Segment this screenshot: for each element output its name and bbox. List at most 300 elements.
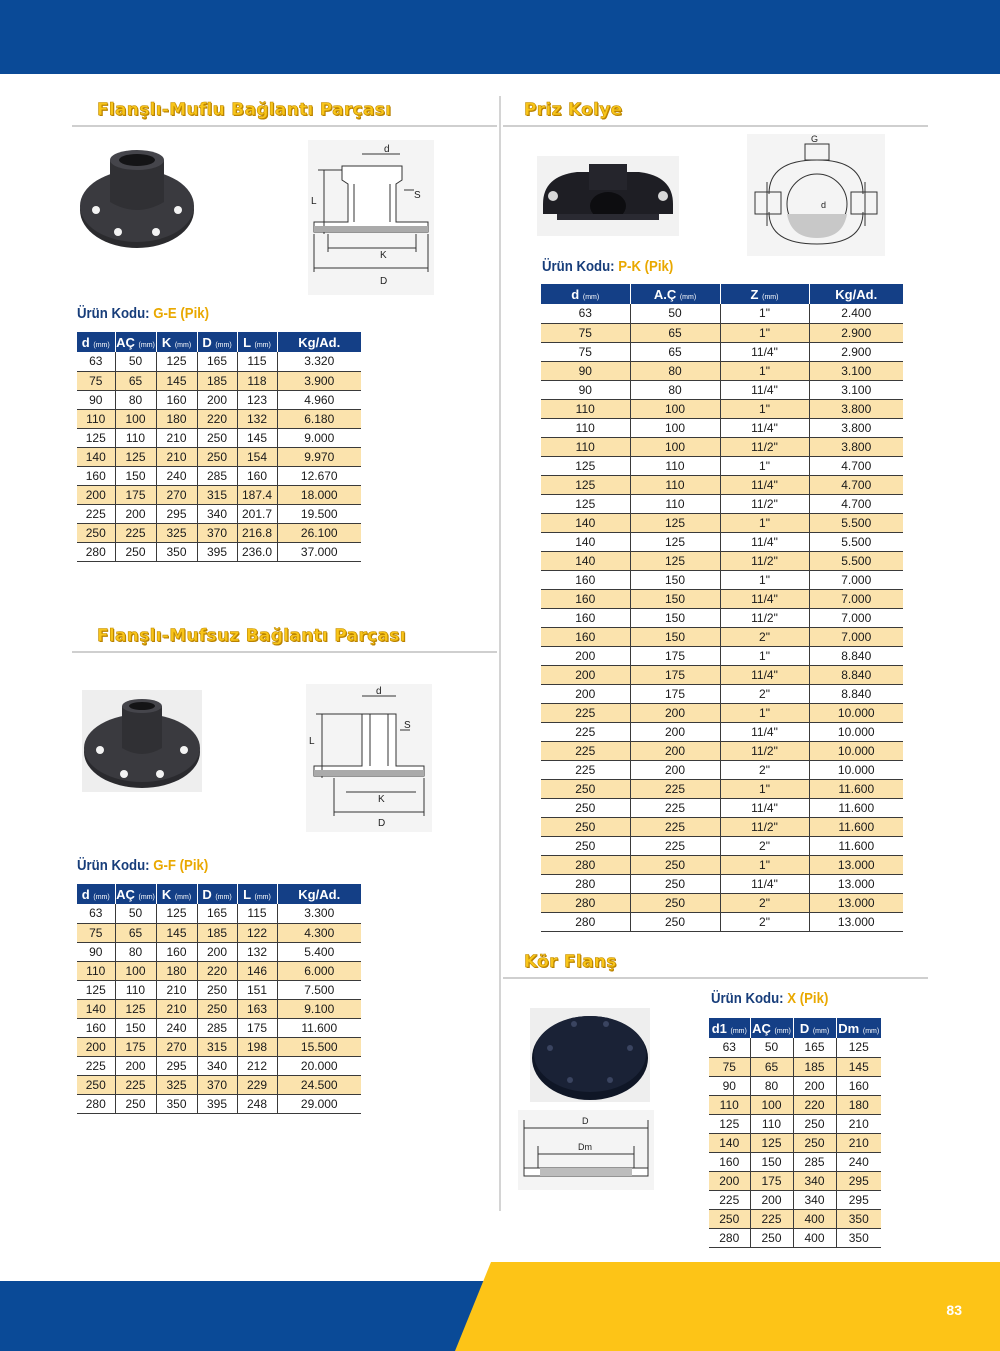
table-cell: 75 bbox=[77, 371, 115, 390]
table-cell: 3.900 bbox=[277, 371, 361, 390]
product-code-label: Ürün Kodu: bbox=[77, 305, 150, 322]
table-cell: 37.000 bbox=[277, 542, 361, 561]
table-cell: 225 bbox=[541, 722, 630, 741]
table-cell: 3.800 bbox=[809, 437, 903, 456]
table-row bbox=[541, 456, 903, 475]
column-header-label: Kg/Ad. bbox=[298, 334, 341, 350]
table-cell: 201.7 bbox=[237, 504, 277, 523]
table-row bbox=[77, 1056, 361, 1075]
section-title-flange-plain: Flanşlı-Mufsuz Bağlantı Parçası bbox=[97, 626, 406, 646]
table-cell: 63 bbox=[541, 304, 630, 323]
column-header bbox=[77, 884, 115, 904]
table-cell: 10.000 bbox=[809, 703, 903, 722]
table-cell: 3.100 bbox=[809, 380, 903, 399]
flange-plain-drawing bbox=[306, 684, 432, 832]
table-cell: 150 bbox=[115, 1018, 156, 1037]
table-cell: 250 bbox=[115, 542, 156, 561]
table-cell: 125 bbox=[77, 428, 115, 447]
table-cell: 11.600 bbox=[809, 798, 903, 817]
product-code-ge bbox=[77, 305, 209, 322]
table-cell: 125 bbox=[541, 494, 630, 513]
table-row bbox=[541, 551, 903, 570]
column-header-unit: (mm) bbox=[812, 1027, 830, 1035]
table-cell: 11.600 bbox=[809, 779, 903, 798]
table-cell: 210 bbox=[836, 1133, 881, 1152]
column-header-label: Dm bbox=[838, 1020, 860, 1036]
table-row bbox=[541, 646, 903, 665]
table-cell: 250 bbox=[630, 874, 720, 893]
drawing-label-d: d bbox=[376, 686, 382, 697]
table-row bbox=[541, 399, 903, 418]
table-row bbox=[541, 817, 903, 836]
table-cell: 295 bbox=[836, 1171, 881, 1190]
product-code-label: Ürün Kodu: bbox=[77, 857, 150, 874]
table-cell: 115 bbox=[237, 904, 277, 923]
table-cell: 200 bbox=[630, 741, 720, 760]
table-cell: 20.000 bbox=[277, 1056, 361, 1075]
table-cell: 285 bbox=[197, 1018, 237, 1037]
table-cell: 75 bbox=[541, 342, 630, 361]
table-cell: 220 bbox=[793, 1095, 836, 1114]
column-header-label: d bbox=[81, 334, 90, 350]
table-cell: 210 bbox=[156, 980, 197, 999]
table-row bbox=[709, 1038, 881, 1057]
table-cell: 2.900 bbox=[809, 323, 903, 342]
column-header-unit: (mm) bbox=[762, 293, 779, 301]
table-row bbox=[709, 1152, 881, 1171]
table-cell: 175 bbox=[630, 646, 720, 665]
column-header-label: D bbox=[202, 334, 212, 350]
table-cell: 198 bbox=[237, 1037, 277, 1056]
table-cell: 225 bbox=[541, 741, 630, 760]
table-cell: 165 bbox=[793, 1038, 836, 1057]
table-cell: 350 bbox=[156, 1094, 197, 1113]
table-cell: 185 bbox=[793, 1057, 836, 1076]
table-cell: 1" bbox=[720, 323, 809, 342]
table-cell: 280 bbox=[709, 1228, 750, 1247]
column-header-unit: (mm) bbox=[582, 293, 600, 301]
table-cell: 295 bbox=[156, 1056, 197, 1075]
table-cell: 2" bbox=[720, 760, 809, 779]
column-header bbox=[709, 1018, 750, 1038]
table-cell: 175 bbox=[237, 1018, 277, 1037]
table-row bbox=[77, 999, 361, 1018]
table-cell: 225 bbox=[77, 504, 115, 523]
table-cell: 125 bbox=[77, 980, 115, 999]
section-rule bbox=[72, 651, 497, 653]
table-row bbox=[77, 371, 361, 390]
table-cell: 270 bbox=[156, 485, 197, 504]
table-cell: 225 bbox=[630, 817, 720, 836]
table-cell: 150 bbox=[630, 608, 720, 627]
table-cell: 250 bbox=[630, 855, 720, 874]
table-header-row bbox=[541, 284, 903, 304]
table-cell: 2" bbox=[720, 893, 809, 912]
table-cell: 11.600 bbox=[809, 817, 903, 836]
table-cell: 13.000 bbox=[809, 893, 903, 912]
table-cell: 125 bbox=[156, 352, 197, 371]
table-cell: 163 bbox=[237, 999, 277, 1018]
table-row bbox=[77, 523, 361, 542]
table-cell: 15.500 bbox=[277, 1037, 361, 1056]
table-cell: 1" bbox=[720, 456, 809, 475]
table-row bbox=[77, 980, 361, 999]
table-cell: 165 bbox=[197, 904, 237, 923]
table-cell: 175 bbox=[115, 1037, 156, 1056]
table-cell: 29.000 bbox=[277, 1094, 361, 1113]
table-cell: 285 bbox=[793, 1152, 836, 1171]
product-code-gf bbox=[77, 857, 208, 874]
table-cell: 225 bbox=[115, 523, 156, 542]
table-cell: 50 bbox=[630, 304, 720, 323]
column-header-unit: (mm) bbox=[174, 341, 192, 349]
table-cell: 370 bbox=[197, 523, 237, 542]
table-row bbox=[541, 323, 903, 342]
column-header bbox=[77, 332, 115, 352]
table-cell: 212 bbox=[237, 1056, 277, 1075]
table-cell: 110 bbox=[630, 494, 720, 513]
table-cell: 125 bbox=[630, 532, 720, 551]
table-cell: 240 bbox=[156, 1018, 197, 1037]
table-cell: 11/2" bbox=[720, 494, 809, 513]
table-row bbox=[541, 836, 903, 855]
table-cell: 145 bbox=[237, 428, 277, 447]
table-cell: 210 bbox=[156, 428, 197, 447]
table-cell: 340 bbox=[197, 1056, 237, 1075]
column-header bbox=[630, 284, 720, 304]
column-header-label: Kg/Ad. bbox=[298, 886, 341, 902]
table-cell: 236.0 bbox=[237, 542, 277, 561]
table-cell: 225 bbox=[630, 779, 720, 798]
table-row bbox=[541, 513, 903, 532]
column-header-unit: (mm) bbox=[862, 1027, 880, 1035]
table-cell: 216.8 bbox=[237, 523, 277, 542]
column-header-label: Kg/Ad. bbox=[835, 286, 878, 302]
table-row bbox=[77, 961, 361, 980]
table-cell: 3.800 bbox=[809, 399, 903, 418]
table-cell: 250 bbox=[541, 779, 630, 798]
table-cell: 118 bbox=[237, 371, 277, 390]
table-cell: 63 bbox=[709, 1038, 750, 1057]
table-cell: 200 bbox=[115, 1056, 156, 1075]
table-cell: 250 bbox=[77, 1075, 115, 1094]
table-cell: 200 bbox=[630, 722, 720, 741]
table-cell: 122 bbox=[237, 923, 277, 942]
column-header-label: d bbox=[571, 286, 580, 302]
table-flange-socket bbox=[77, 332, 361, 562]
table-cell: 200 bbox=[77, 1037, 115, 1056]
table-cell: 250 bbox=[197, 428, 237, 447]
table-cell: 160 bbox=[237, 466, 277, 485]
column-header bbox=[541, 284, 630, 304]
table-cell: 1" bbox=[720, 855, 809, 874]
column-header-label: Z bbox=[750, 286, 759, 302]
table-cell: 4.700 bbox=[809, 494, 903, 513]
table-cell: 65 bbox=[115, 923, 156, 942]
table-cell: 187.4 bbox=[237, 485, 277, 504]
table-cell: 80 bbox=[630, 361, 720, 380]
table-cell: 200 bbox=[709, 1171, 750, 1190]
table-cell: 200 bbox=[197, 390, 237, 409]
table-cell: 2.900 bbox=[809, 342, 903, 361]
product-code-value: G-F (Pik) bbox=[153, 857, 209, 874]
table-cell: 65 bbox=[750, 1057, 793, 1076]
table-cell: 100 bbox=[750, 1095, 793, 1114]
table-cell: 90 bbox=[77, 390, 115, 409]
table-cell: 9.970 bbox=[277, 447, 361, 466]
table-cell: 220 bbox=[197, 961, 237, 980]
table-cell: 110 bbox=[750, 1114, 793, 1133]
table-cell: 160 bbox=[541, 589, 630, 608]
table-cell: 200 bbox=[750, 1190, 793, 1209]
table-row bbox=[77, 942, 361, 961]
table-cell: 50 bbox=[750, 1038, 793, 1057]
table-cell: 10.000 bbox=[809, 741, 903, 760]
drawing-label-k: K bbox=[380, 250, 387, 261]
column-header bbox=[237, 332, 277, 352]
table-cell: 145 bbox=[156, 923, 197, 942]
table-cell: 2.400 bbox=[809, 304, 903, 323]
table-row bbox=[541, 589, 903, 608]
table-cell: 400 bbox=[793, 1209, 836, 1228]
table-cell: 75 bbox=[709, 1057, 750, 1076]
table-row bbox=[709, 1057, 881, 1076]
table-cell: 165 bbox=[197, 352, 237, 371]
table-cell: 315 bbox=[197, 485, 237, 504]
table-cell: 1" bbox=[720, 304, 809, 323]
product-code-label: Ürün Kodu: bbox=[711, 990, 784, 1007]
table-row bbox=[77, 352, 361, 371]
table-cell: 140 bbox=[77, 447, 115, 466]
table-row bbox=[541, 912, 903, 931]
column-header bbox=[197, 884, 237, 904]
table-cell: 200 bbox=[793, 1076, 836, 1095]
table-cell: 250 bbox=[709, 1209, 750, 1228]
table-cell: 160 bbox=[709, 1152, 750, 1171]
table-cell: 1" bbox=[720, 570, 809, 589]
product-code-pk bbox=[542, 258, 673, 275]
table-row bbox=[541, 627, 903, 646]
column-header-unit: (mm) bbox=[138, 341, 155, 349]
table-row bbox=[709, 1190, 881, 1209]
table-cell: 10.000 bbox=[809, 760, 903, 779]
column-header-label: d1 bbox=[711, 1020, 727, 1036]
table-row bbox=[541, 665, 903, 684]
table-cell: 123 bbox=[237, 390, 277, 409]
table-cell: 11.600 bbox=[277, 1018, 361, 1037]
table-cell: 160 bbox=[541, 627, 630, 646]
table-cell: 160 bbox=[541, 570, 630, 589]
table-cell: 154 bbox=[237, 447, 277, 466]
table-cell: 250 bbox=[630, 912, 720, 931]
table-cell: 132 bbox=[237, 942, 277, 961]
table-cell: 8.840 bbox=[809, 684, 903, 703]
table-cell: 248 bbox=[237, 1094, 277, 1113]
column-header bbox=[809, 284, 903, 304]
table-row bbox=[541, 779, 903, 798]
table-row bbox=[709, 1114, 881, 1133]
table-cell: 11/4" bbox=[720, 342, 809, 361]
table-cell: 6.000 bbox=[277, 961, 361, 980]
table-cell: 350 bbox=[836, 1228, 881, 1247]
table-row bbox=[541, 361, 903, 380]
flange-plain-photo bbox=[82, 690, 202, 792]
column-header bbox=[836, 1018, 881, 1038]
column-header-label: K bbox=[161, 334, 172, 350]
table-cell: 285 bbox=[197, 466, 237, 485]
product-code-value: G-E (Pik) bbox=[153, 305, 209, 322]
table-cell: 229 bbox=[237, 1075, 277, 1094]
table-cell: 2" bbox=[720, 684, 809, 703]
table-row bbox=[541, 494, 903, 513]
table-cell: 4.960 bbox=[277, 390, 361, 409]
table-cell: 146 bbox=[237, 961, 277, 980]
table-cell: 340 bbox=[793, 1171, 836, 1190]
table-row bbox=[541, 741, 903, 760]
column-header-label: AÇ bbox=[116, 886, 135, 902]
table-cell: 175 bbox=[630, 665, 720, 684]
table-cell: 110 bbox=[541, 399, 630, 418]
table-cell: 250 bbox=[793, 1114, 836, 1133]
table-cell: 225 bbox=[115, 1075, 156, 1094]
table-cell: 220 bbox=[197, 409, 237, 428]
table-cell: 3.320 bbox=[277, 352, 361, 371]
table-row bbox=[541, 342, 903, 361]
column-header-label: L bbox=[243, 886, 251, 902]
section-rule bbox=[503, 977, 928, 979]
table-row bbox=[541, 475, 903, 494]
product-code-value: X (Pik) bbox=[787, 990, 829, 1007]
table-cell: 11/4" bbox=[720, 798, 809, 817]
table-cell: 210 bbox=[836, 1114, 881, 1133]
table-cell: 100 bbox=[115, 961, 156, 980]
drawing-label-dm: Dm bbox=[578, 1142, 592, 1152]
table-row bbox=[77, 923, 361, 942]
table-cell: 160 bbox=[156, 942, 197, 961]
flange-socket-photo bbox=[78, 140, 196, 258]
table-cell: 80 bbox=[115, 942, 156, 961]
table-cell: 3.300 bbox=[277, 904, 361, 923]
table-cell: 7.000 bbox=[809, 608, 903, 627]
table-cell: 200 bbox=[541, 665, 630, 684]
saddle-clamp-photo bbox=[537, 156, 679, 236]
table-cell: 1" bbox=[720, 646, 809, 665]
column-header bbox=[277, 884, 361, 904]
table-row bbox=[77, 1037, 361, 1056]
column-header bbox=[156, 884, 197, 904]
table-cell: 225 bbox=[709, 1190, 750, 1209]
table-cell: 7.000 bbox=[809, 570, 903, 589]
table-row bbox=[77, 542, 361, 561]
table-cell: 125 bbox=[630, 513, 720, 532]
column-header-unit: (mm) bbox=[138, 893, 155, 901]
column-header-label: D bbox=[799, 1020, 810, 1036]
column-header bbox=[115, 884, 156, 904]
table-cell: 90 bbox=[77, 942, 115, 961]
table-cell: 315 bbox=[197, 1037, 237, 1056]
table-cell: 100 bbox=[630, 399, 720, 418]
table-cell: 65 bbox=[115, 371, 156, 390]
table-cell: 7.000 bbox=[809, 589, 903, 608]
table-cell: 125 bbox=[115, 447, 156, 466]
table-cell: 140 bbox=[541, 513, 630, 532]
table-cell: 200 bbox=[630, 760, 720, 779]
table-header-row bbox=[77, 884, 361, 904]
table-cell: 5.400 bbox=[277, 942, 361, 961]
table-cell: 63 bbox=[77, 904, 115, 923]
table-cell: 19.500 bbox=[277, 504, 361, 523]
column-header bbox=[115, 332, 156, 352]
blind-flange-drawing bbox=[518, 1110, 654, 1190]
table-cell: 280 bbox=[77, 1094, 115, 1113]
table-row bbox=[77, 904, 361, 923]
flange-socket-drawing bbox=[308, 140, 434, 295]
table-cell: 280 bbox=[541, 855, 630, 874]
table-cell: 11/4" bbox=[720, 589, 809, 608]
table-cell: 1" bbox=[720, 703, 809, 722]
table-cell: 11/2" bbox=[720, 817, 809, 836]
table-row bbox=[77, 428, 361, 447]
table-cell: 150 bbox=[115, 466, 156, 485]
table-cell: 65 bbox=[630, 323, 720, 342]
table-cell: 250 bbox=[197, 447, 237, 466]
table-cell: 12.670 bbox=[277, 466, 361, 485]
table-row bbox=[709, 1228, 881, 1247]
table-cell: 160 bbox=[77, 466, 115, 485]
table-cell: 280 bbox=[541, 874, 630, 893]
table-row bbox=[541, 570, 903, 589]
table-cell: 115 bbox=[237, 352, 277, 371]
table-cell: 7.000 bbox=[809, 627, 903, 646]
table-cell: 100 bbox=[115, 409, 156, 428]
column-header-unit: (mm) bbox=[774, 1027, 791, 1035]
table-cell: 8.840 bbox=[809, 646, 903, 665]
table-cell: 160 bbox=[156, 390, 197, 409]
column-header bbox=[156, 332, 197, 352]
table-cell: 125 bbox=[115, 999, 156, 1018]
page-number: 83 bbox=[946, 1302, 962, 1318]
section-title-flange-socket: Flanşlı-Muflu Bağlantı Parçası bbox=[97, 100, 392, 120]
table-cell: 1" bbox=[720, 399, 809, 418]
table-row bbox=[77, 504, 361, 523]
table-cell: 2" bbox=[720, 836, 809, 855]
drawing-label-d: d bbox=[821, 200, 827, 210]
table-cell: 160 bbox=[836, 1076, 881, 1095]
section-rule bbox=[503, 125, 928, 127]
table-cell: 110 bbox=[630, 475, 720, 494]
table-row bbox=[541, 684, 903, 703]
table-cell: 11/2" bbox=[720, 608, 809, 627]
table-cell: 140 bbox=[709, 1133, 750, 1152]
drawing-label-s: S bbox=[414, 190, 421, 201]
table-cell: 18.000 bbox=[277, 485, 361, 504]
drawing-label-k: K bbox=[378, 794, 385, 805]
table-row bbox=[77, 1094, 361, 1113]
table-row bbox=[541, 304, 903, 323]
table-cell: 125 bbox=[750, 1133, 793, 1152]
table-saddle-clamp bbox=[541, 284, 903, 932]
table-cell: 395 bbox=[197, 542, 237, 561]
table-cell: 175 bbox=[115, 485, 156, 504]
table-cell: 340 bbox=[197, 504, 237, 523]
table-cell: 1" bbox=[720, 513, 809, 532]
table-header-row bbox=[77, 332, 361, 352]
column-header bbox=[197, 332, 237, 352]
table-blind-flange bbox=[709, 1018, 881, 1248]
column-header bbox=[277, 332, 361, 352]
table-cell: 9.000 bbox=[277, 428, 361, 447]
table-cell: 9.100 bbox=[277, 999, 361, 1018]
